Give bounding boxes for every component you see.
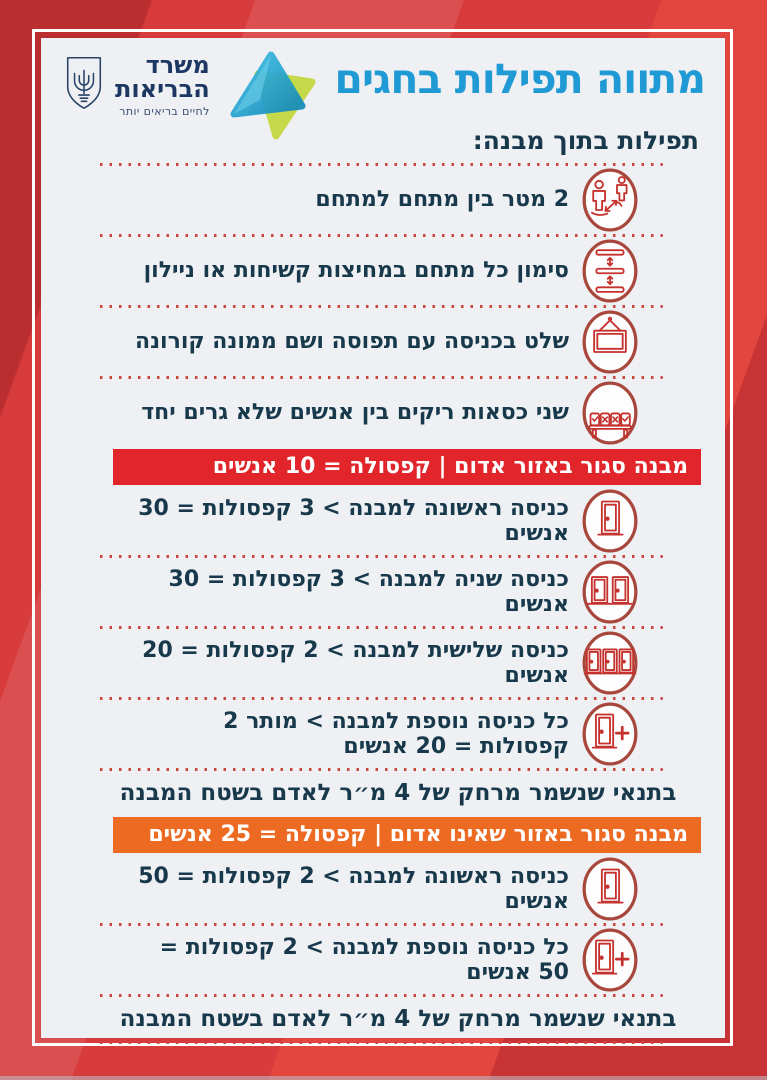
section-heading: תפילות בתוך מבנה: — [472, 126, 699, 155]
ministry-tagline: לחיים בריאים יותר — [119, 105, 210, 119]
rule-row — [41, 926, 725, 994]
rule-text: כניסה ראשונה למבנה > 2 קפסולות = 50 אנשים — [138, 863, 569, 914]
rule-text: כניסה שלישית למבנה > 2 קפסולות = 20 אנשים — [142, 637, 569, 688]
ministry-name-line1: משרד — [145, 51, 210, 79]
dotted-separator — [97, 994, 663, 997]
header — [41, 38, 725, 124]
dotted-separator — [97, 1041, 663, 1044]
rule-text: שני כסאות ריקים בין אנשים שלא גרים יחד — [141, 400, 569, 426]
non-red-zone-banner: מבנה סגור באזור שאינו אדום | קפסולה = 25 אנשים — [113, 817, 701, 853]
rule-row — [41, 855, 725, 923]
door-plus-icon — [581, 701, 639, 767]
rule-text: 2 מטר בין מתחם למתחם — [315, 187, 569, 213]
ministry-logo — [63, 51, 210, 119]
rule-text: כל כניסה נוספת למבנה > 2 קפסולות = 50 אנשים — [159, 934, 569, 985]
rule-text: סימון כל מתחם במחיצות קשיחות או ניילון — [143, 258, 569, 284]
empty-seats-icon — [581, 380, 639, 446]
rule-row — [41, 379, 725, 447]
partitions-icon — [581, 238, 639, 304]
rule-text: שלט בכניסה עם תפוסה ושם ממונה קורונה — [134, 329, 569, 355]
ministry-name-line2: הבריאות — [115, 74, 210, 103]
poster-card — [41, 38, 725, 1038]
red-zone-banner: מבנה סגור באזור אדום | קפסולה = 10 אנשים — [113, 449, 701, 485]
red-zone-note: בתנאי שנשמר מרחק של 4 מ״ר לאדם בשטח המבנה — [119, 780, 677, 806]
dotted-separator — [97, 768, 663, 771]
rule-row — [41, 237, 725, 305]
single-door-icon — [581, 488, 639, 554]
rule-row — [41, 487, 725, 555]
people-distance-icon — [581, 167, 639, 233]
bottom-edge-strip — [0, 1076, 767, 1080]
rule-row — [41, 558, 725, 626]
entrance-sign-icon — [581, 309, 639, 375]
rule-row — [41, 629, 725, 697]
ministry-name — [115, 51, 210, 119]
rule-row — [41, 166, 725, 234]
three-doors-icon — [581, 630, 639, 696]
single-door-icon — [581, 856, 639, 922]
non-red-zone-note: בתנאי שנשמר מרחק של 4 מ״ר לאדם בשטח המבנה — [119, 1006, 677, 1032]
rule-row — [41, 700, 725, 768]
rule-text: כניסה שניה למבנה > 3 קפסולות = 30 אנשים — [168, 566, 569, 617]
two-doors-icon — [581, 559, 639, 625]
israel-state-emblem-icon — [63, 54, 105, 114]
door-plus-icon — [581, 927, 639, 993]
rule-text: כניסה ראשונה למבנה > 3 קפסולות = 30 אנשים — [138, 495, 569, 546]
page-title: מתווה תפילות בחגים — [334, 55, 705, 103]
rule-row — [41, 308, 725, 376]
rule-text: כל כניסה נוספת למבנה > מותר 2 קפסולות = 20 אנשים — [223, 708, 569, 759]
